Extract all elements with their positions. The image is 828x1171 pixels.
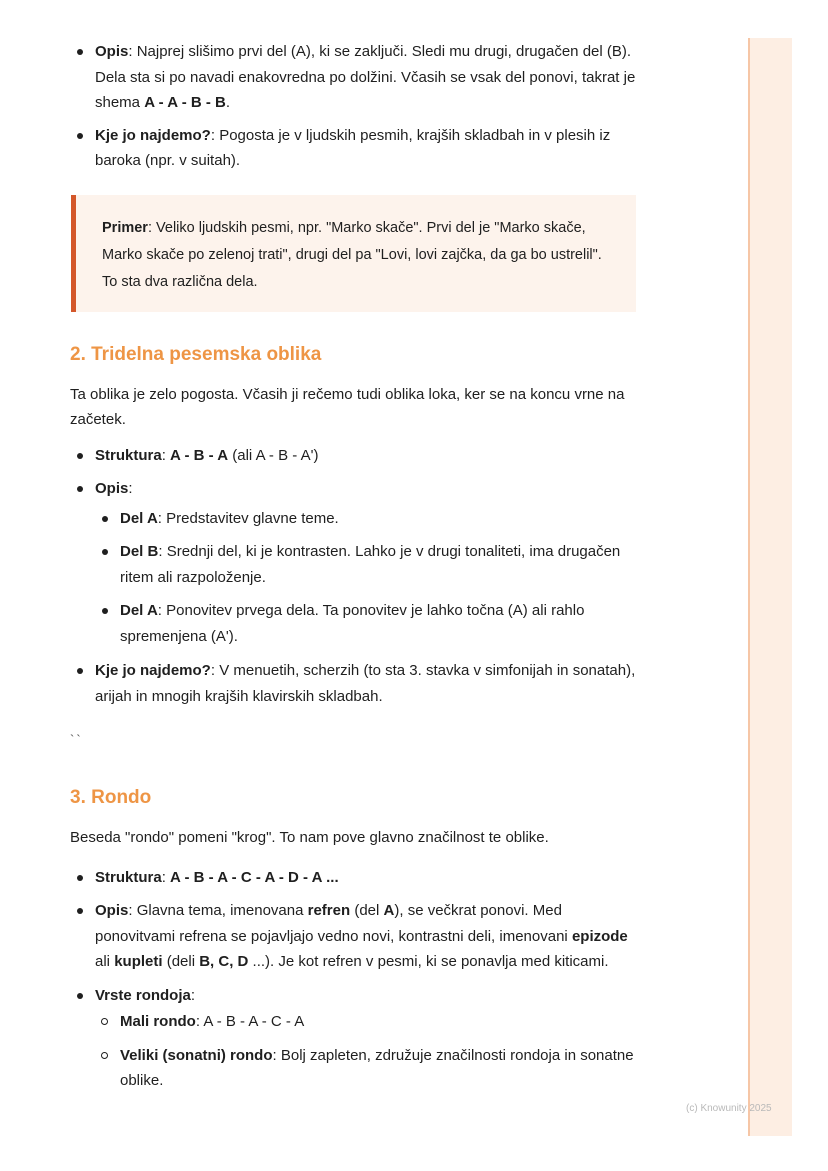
item-sep: : [210,662,220,679]
list-item-opis [70,476,636,649]
item-text: Glavna tema, imenovana [136,902,308,919]
item-sep: : [158,543,167,560]
item-bold: A - B - A [170,446,229,464]
item-text: (deli [162,953,200,970]
sublist-item [95,1043,636,1094]
item-sep: : [128,480,133,497]
side-band [748,38,792,1136]
section3-list [70,865,636,1094]
item-sep: : [128,902,137,919]
list-item-struktura [70,865,636,891]
item-sep: : [157,509,167,527]
item-label: Vrste rondoja [95,986,191,1004]
item-text: ), se večkrat ponovi. Med ponovitvami refrena se pojavljajo vedno novi, kontrastni deli, imenovani [95,902,572,945]
section2-intro: Ta oblika je zelo pogosta. Včasih ji rečemo tudi oblika loka, ker se na koncu vrne na začetek. [70,385,625,428]
item-label: Struktura [95,868,162,886]
list-item-opis [70,898,636,975]
list-item-kje [70,123,636,174]
item-sep: : [161,446,171,464]
item-sep: : [161,868,171,886]
item-text: Najprej slišimo prvi del (A), ki se zaključi. Sledi mu drugi, drugačen del (B). Dela sta si po navadi enakovredna po dolžini. Včasih se vsak del ponovi, takrat je shema [95,43,636,111]
item-bold: kupleti [114,953,163,970]
item-label: Kje jo najdemo? [95,126,211,144]
sublist-item [95,1009,636,1035]
item-rest: (ali A - B - A') [228,446,319,464]
item-label: Opis [95,902,129,919]
item-sep: : [210,126,220,144]
section1-list [70,39,636,174]
item-text: ali [95,953,115,970]
item-tail: . [225,94,231,111]
vrste-sublist [95,1009,636,1094]
callout-sep: : [147,219,157,236]
item-text: ...). Je kot refren v pesmi, ki se ponavlja med kiticami. [248,953,609,970]
watermark: (c) Knowunity 2025 [686,1103,772,1114]
item-bold: B, C, D [199,953,249,970]
example-callout [71,195,636,312]
callout-text: Veliko ljudskih pesmi, npr. "Marko skače". Prvi del je "Marko skače, Marko skače po zelenoj trati", drugi del pa "Lovi, lovi zajčka, da ga bo ustrelil". To sta dva različna dela. [102,219,602,290]
document-body [70,39,636,1094]
item-bold: refren [307,902,351,919]
item-label: Opis [95,480,129,497]
item-label: Opis [95,43,129,60]
item-bold: A - B - A - C - A - D - A ... [170,868,339,886]
item-label: Struktura [95,446,162,464]
item-label: Del B [120,543,159,560]
list-item-opis [70,39,636,116]
item-bold: epizode [571,927,628,945]
stray-ticks: `` [70,732,83,747]
sublist-item [95,598,636,649]
item-text: Predstavitev glavne teme. [166,509,339,527]
item-sep: : [190,986,196,1004]
opis-sublist [95,506,636,650]
item-text: Pogosta je v ljudskih pesmih, krajših skladbah in v plesih iz baroka (npr. v suitah). [95,126,611,169]
item-text: V menuetih, scherzih (to sta 3. stavka v simfonijah in sonatah), arijah in mnogih krajših klavirskih skladbah. [95,662,636,705]
item-bold: A [383,902,395,919]
item-text: Ponovitev prvega dela. Ta ponovitev je lahko točna (A) ali rahlo spremenjena (A'). [120,602,585,645]
item-label: Del A [120,602,158,619]
item-text: Bolj zapleten, združuje značilnosti rondoja in sonatne oblike. [120,1046,634,1089]
section2-heading: 2. Tridelna pesemska oblika [70,343,322,365]
item-label: Del A [120,509,158,527]
item-label: Kje jo najdemo? [95,662,211,679]
item-sep: : [272,1046,281,1064]
callout-label: Primer [102,219,148,236]
item-bold-tail: A - A - B - B [144,94,226,111]
list-item-vrste [70,983,636,1094]
side-line [748,38,750,1136]
item-text: A - B - A - C - A [203,1013,305,1030]
list-item-kje [70,658,636,709]
section2-list [70,443,636,710]
sublist-item [95,539,636,590]
section3-heading: 3. Rondo [70,787,152,808]
item-text: (del [350,902,384,919]
sublist-item [95,506,636,532]
item-sep: : [128,43,137,60]
list-item-struktura [70,443,636,469]
item-label: Veliki (sonatni) rondo [120,1046,273,1064]
item-text: Srednji del, ki je kontrasten. Lahko je v drugi tonaliteti, ima drugačen ritem ali razpoloženje. [120,543,621,586]
section3-intro: Beseda "rondo" pomeni "krog". To nam pove glavno značilnost te oblike. [70,829,549,846]
item-sep: : [195,1013,204,1030]
item-sep: : [157,602,167,619]
item-label: Mali rondo [120,1013,196,1030]
